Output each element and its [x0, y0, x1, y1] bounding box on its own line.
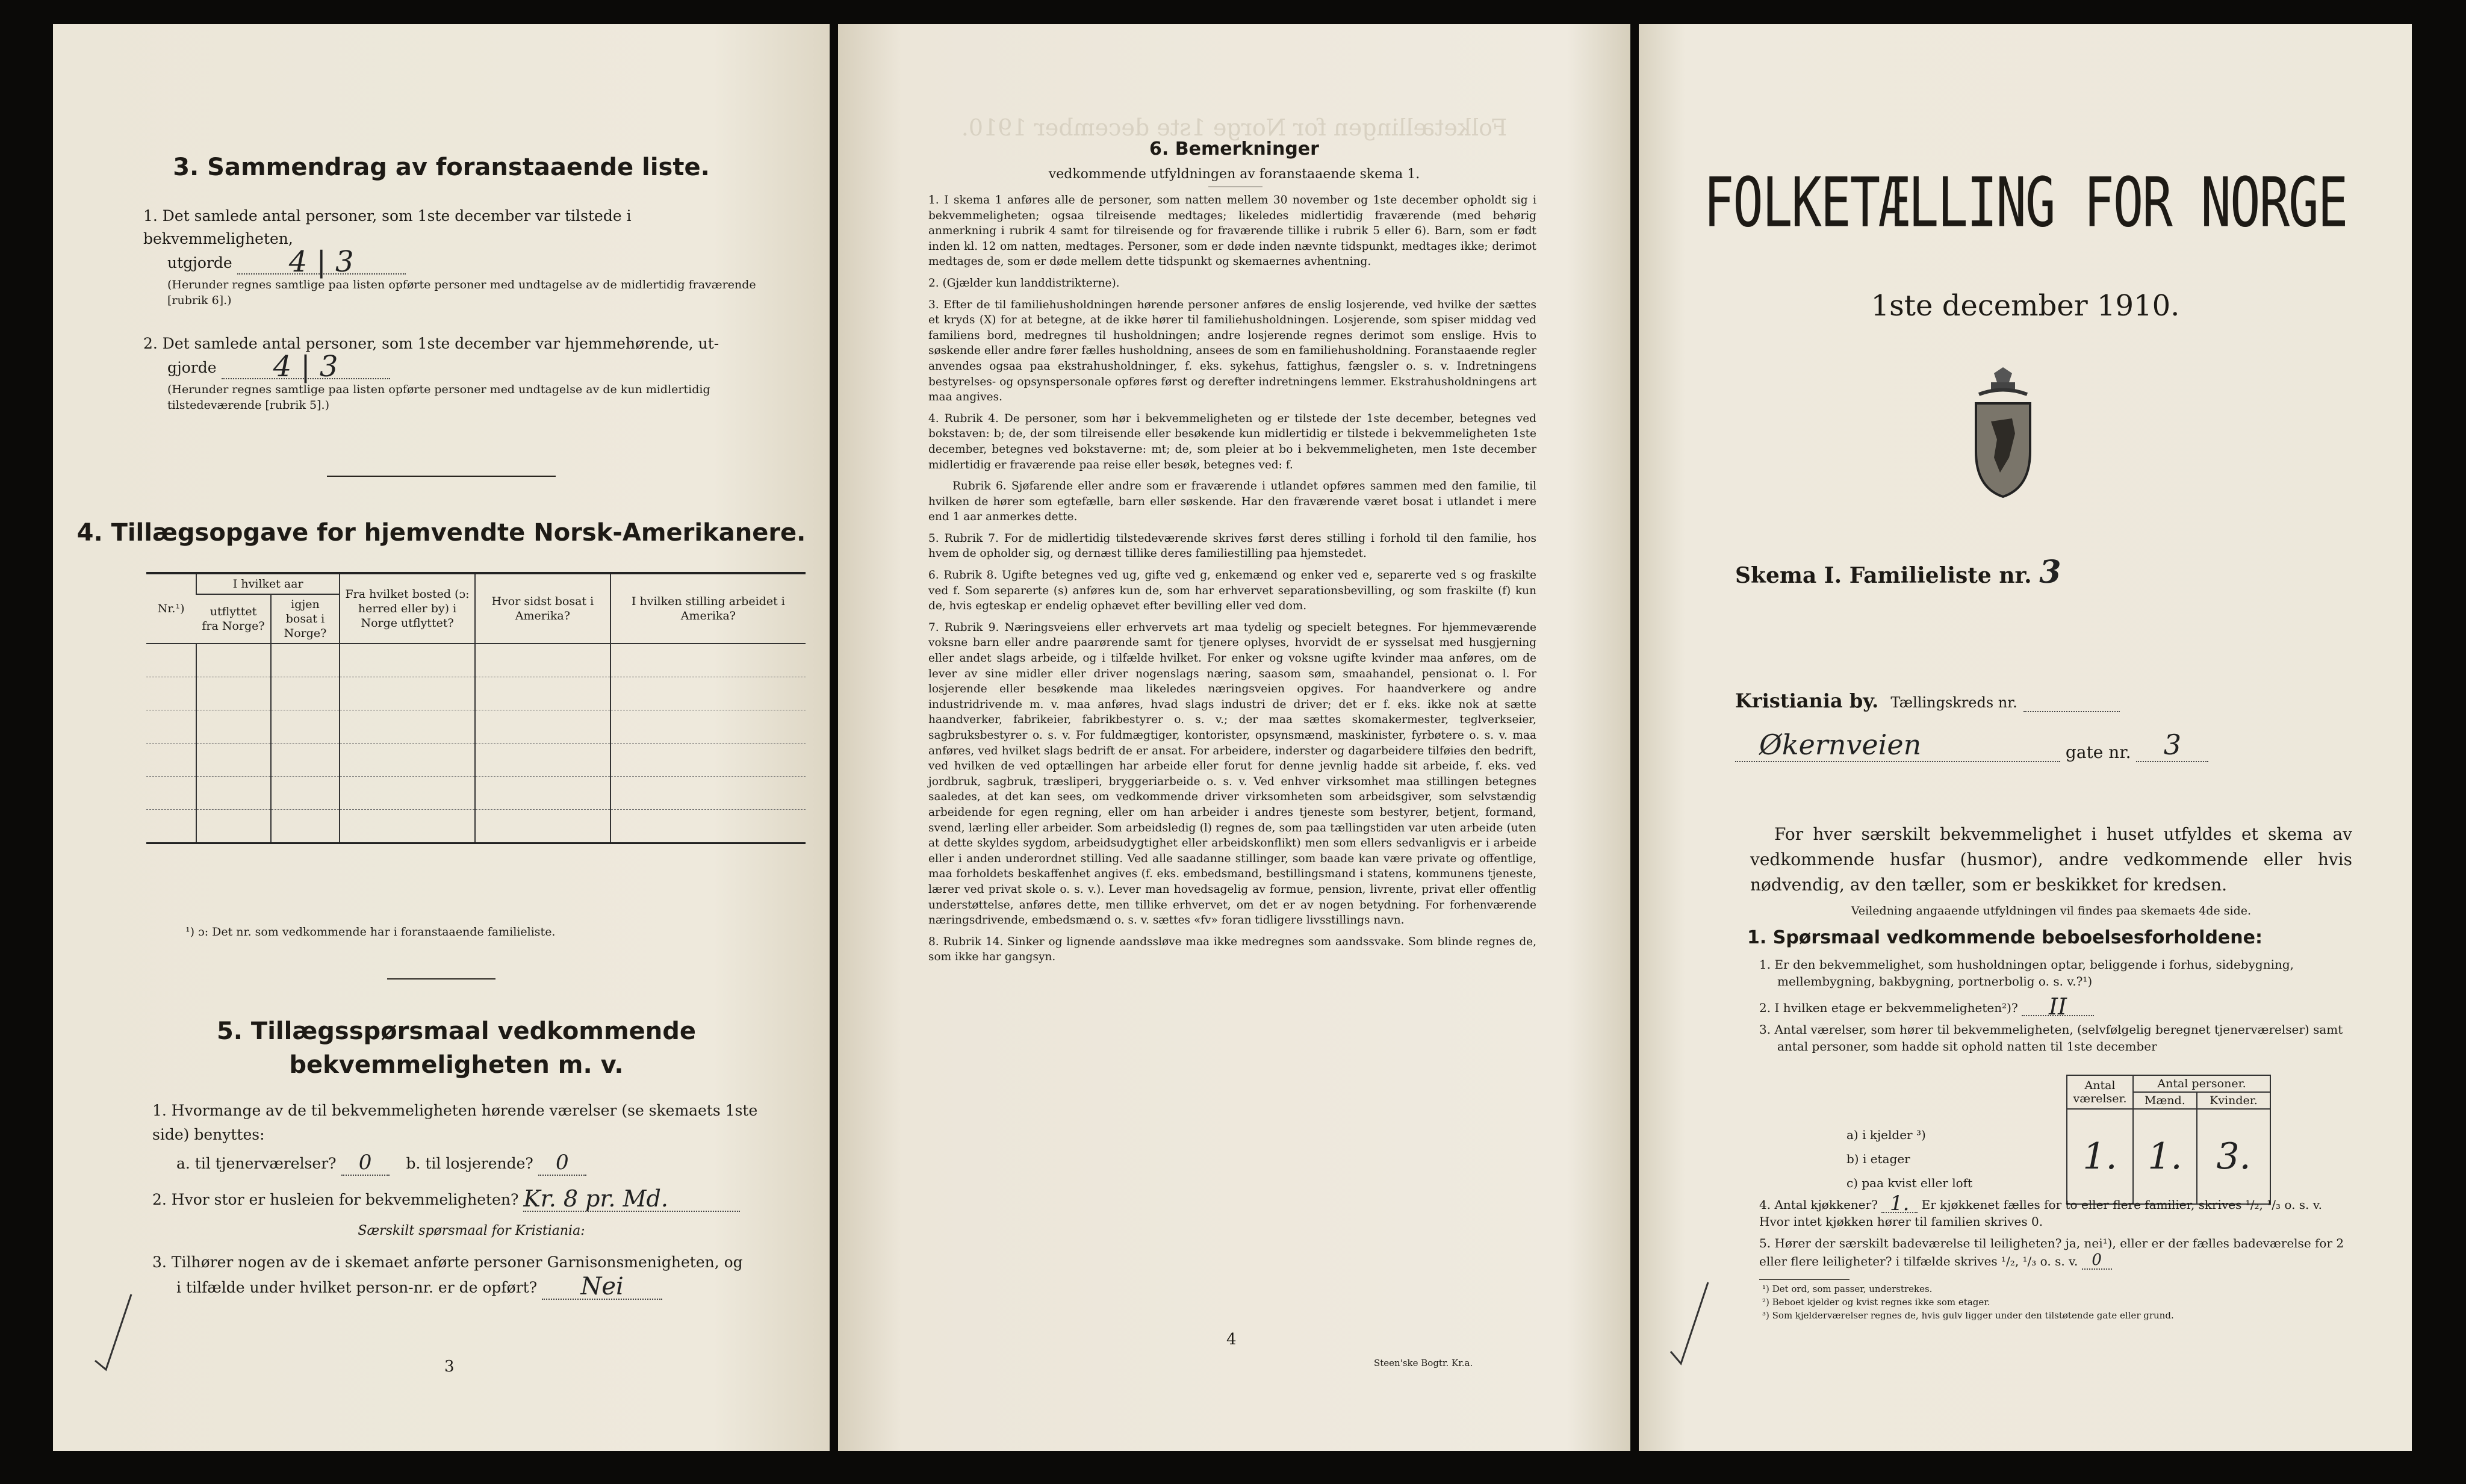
col-maend: Mænd. — [2133, 1092, 2197, 1109]
divider — [1759, 1279, 1850, 1280]
q5-1b-label: b. til losjerende? — [406, 1155, 533, 1172]
col-nr: Nr.¹) — [146, 573, 196, 644]
heading-norsk-amerikanere: 4. Tillægsopgave for hjemvendte Norsk-Amerikanere. — [76, 519, 806, 547]
col-kvinder: Kvinder. — [2197, 1092, 2270, 1109]
gate-label: gate nr. — [2065, 742, 2131, 762]
summary-section — [143, 205, 781, 413]
table-row — [146, 644, 806, 677]
r5-text: 5. Hører der særskilt badeværelse til leiligheten? ja, nei¹), eller er der fælles badeværelse for 2 eller flere leiligheter? i tilfælde skrives ¹/₂, ¹/₃ o. s. v. — [1759, 1236, 2344, 1268]
q1-text: 1. Det samlede antal personer, som 1ste december var tilstede i bekvemmeligheten, — [143, 207, 632, 247]
census-page-3 — [53, 24, 830, 1451]
q1-prefix: utgjorde — [167, 254, 232, 272]
col-stilling: I hvilken stilling arbeidet i Amerika? — [610, 573, 806, 644]
printer-mark: Steen'ske Bogtr. Kr.a. — [1374, 1358, 1473, 1368]
table-row — [146, 777, 806, 810]
table-row — [146, 710, 806, 744]
footnote-2: ²) Beboet kjelder og kvist regnes ikke som etager. — [1762, 1297, 1990, 1308]
r5-answer-field[interactable]: 0 — [2082, 1252, 2112, 1270]
census-date: 1ste december 1910. — [1871, 289, 2180, 323]
cell-maend-etager[interactable]: 1. — [2133, 1135, 2197, 1178]
q5-2-field[interactable]: Kr. 8 pr. Md. — [523, 1187, 740, 1212]
norsk-amerikanere-table — [146, 572, 806, 844]
remark-paragraph: Rubrik 6. Sjøfarende eller andre som er fraværende i utlandet opføres sammen med den familie, til hvilken de hører som egtefælle, barn eller søskende. Har den fraværende været bosat i utlandet i mere end 1 aar anmerkes dette. — [928, 480, 1536, 524]
q5-1b-field[interactable]: 0 — [538, 1150, 586, 1176]
divider — [387, 978, 495, 980]
remark-paragraph: 3. Efter de til familiehusholdningen hørende personer anføres de enslig losjerende, ved hvilke der sættes et kryds (X) for at betegne, at de ikke hører til familiehusholdningen. Losjerende, som spiser middag ved familiens bord, medregnes til husholdningen; andre losjerende regnes derimot som enslige. Hvis to søskende eller andre fører fælles husholdning, ansees de som en familiehusholdning. Foranstaaende regler anvendes ogsaa paa ekstrahusholdninger, f. eks. sykehus, fattighus, fængsler o. s. v. Indretningens bestyrelses- og opsynspersonale opføres først og derefter indretningens lemmer. Ekstrahusholdningens art maa angives. — [928, 298, 1536, 404]
footnote-3: ³) Som kjelderværelser regnes de, hvis gulv ligger under den tilstøtende gate eller grund. — [1762, 1310, 2174, 1321]
remark-paragraph: 2. (Gjælder kun landdistrikterne). — [928, 276, 1120, 290]
gate-nr-field[interactable]: 3 — [2136, 728, 2208, 762]
table-row — [146, 810, 806, 843]
q5-1a-field[interactable]: 0 — [341, 1150, 390, 1176]
heading-bekvemmelighet: 5. Tillægsspørsmaal vedkommende bekvemmeligheten m. v. — [216, 1017, 697, 1079]
remark-paragraph: 7. Rubrik 9. Næringsveiens eller erhvervets art maa tydelig og specielt betegnes. For hjemmeværende voksne barn eller andre paarørende samt for tjenere oplyses, hvorvidt de er sysselsat med husgjerning eller andet slags arbeide, og i tilfælde hvilket. For enker og voksne ugifte kvinder maa anføres, om de lever av sine midler eller driver nogenslags næring, saasom søm, smaahandel, pensionat o. l. For losjerende eller besøkende maa likeledes næringsveien opgives. For haandverkere og andre industridrivende m. v. maa anføres, hvad slags industri de driver; det er f. eks. ikke nok at sætte haandverker, fabrikeier, fabrikbestyrer o. s. v.; der maa sættes skomakermester, teglverkseier, sagbruksbestyrer o. s. v. For fuldmægtiger, kontorister, opsynsmænd, maskinister, fyrbøtere o. s. v. maa anføres, ved hvilket slags bedrift de er ansat. For arbeidere, inderster og dagarbeidere tilføies den bedrift, ved hvilken de ved optællingen har arbeide eller forut for denne jevnlig hadde sit arbeide, f. eks. ved jordbruk, sagbruk, træsliperi, bryggeriarbeide o. s. v. Ved enhver virksomhet maa stillingen betegnes saaledes, at det kan sees, om vedkommende driver virksomheten som arbeidsgiver, som selvstændig arbeidende for egen regning, eller om han arbeider i andres tjeneste som bestyrer, betjent, formand, svend, lærling eller arbeider. Som arbeidsledig (l) regnes de, som paa tællingstiden var uten arbeide (uten at dette skyldes sygdom, arbeidsudygtighet eller arbeidskonflikt) men som ellers sedvanligvis er i arbeide eller i anden underordnet stilling. Ved alle saadanne stillinger, som baade kan være private og offentlige, maa forholdets beskaffenhet angives (f. eks. embedsmand, bestillingsmand i statens, kommunens tjeneste, lærer ved privat skole o. s. v.). Lever man hovedsagelig av formue, pension, livrente, privat eller offentlig understøttelse, anføres dette, men tillike erhvervet, om det er av nogen betydning. For forhenværende næringsdrivende, embedsmænd o. s. v. sættes «fv» foran tidligere livsstillings navn. — [928, 621, 1536, 927]
section1-heading: 1. Spørsmaal vedkommende beboelsesforholdene: — [1747, 927, 2263, 948]
table-row — [146, 677, 806, 710]
kreds-label: Tællingskreds nr. — [1890, 694, 2017, 711]
table-row — [2067, 1135, 2270, 1178]
q1-note: (Herunder regnes samtlige paa listen opførte personer med undtagelse av de midlertidig fraværende [rubrik 6].) — [167, 278, 756, 307]
r4-rest: Er kjøkkenet fælles for to eller flere familier, skrives ¹/₂, ¹/₃ o. s. v. Hvor intet kjøkken hører til familien skrives 0. — [1759, 1197, 2323, 1229]
q5-1-text: 1. Hvormange av de til bekvemmeligheten hørende værelser (se skemaets 1ste side) benyttes: — [152, 1102, 758, 1143]
col-bosted: Fra hvilket bosted (ɔ: herred eller by) i Norge utflyttet? — [340, 573, 475, 644]
kristiania-subheading: Særskilt spørsmaal for Kristiania: — [358, 1223, 585, 1238]
city-label: Kristiania by. — [1735, 689, 1879, 712]
bleed-through-text: Folketællingen for Norge 1ste december 1910. — [961, 114, 1508, 141]
col-amerika: Hvor sidst bosat i Amerika? — [475, 573, 610, 644]
q5-2-label: 2. Hvor stor er husleien for bekvemmeligheten? — [152, 1191, 519, 1208]
page-number: 4 — [1226, 1330, 1237, 1349]
heading-summary: 3. Sammendrag av foranstaaende liste. — [173, 154, 710, 181]
cell[interactable] — [2197, 1109, 2270, 1135]
census-page-1 — [1639, 24, 2412, 1451]
census-page-4 — [838, 24, 1630, 1451]
table-row — [2067, 1109, 2270, 1135]
q5-1a-label: a. til tjenerværelser? — [176, 1155, 337, 1172]
subheading-bemerkninger: vedkommende utfyldningen av foranstaaende skema 1. — [1048, 167, 1420, 182]
page-number: 3 — [444, 1358, 455, 1376]
col-utflyttet: utflyttet fra Norge? — [196, 594, 270, 644]
r1-text: 1. Er den bekvemmelighet, som husholdningen optar, beliggende i forhus, sidebygning, mellembygning, bakbygning, portnerbolig o. s. v.?¹) — [1759, 957, 2294, 989]
divider — [327, 476, 556, 477]
r4-answer-field[interactable]: 1. — [1881, 1195, 1918, 1213]
schema-line — [1735, 554, 2061, 591]
cell[interactable] — [2067, 1109, 2133, 1135]
questions-block — [1759, 956, 2349, 1055]
footnotes — [1762, 1282, 2174, 1322]
street-field[interactable]: Økernveien — [1735, 728, 2060, 762]
schema-nr-field[interactable]: 3 — [2039, 554, 2061, 591]
questions-block-2 — [1759, 1191, 2349, 1270]
q5-3-field[interactable]: Nei — [542, 1274, 662, 1300]
row-c-label: c) paa kvist eller loft — [1846, 1176, 1973, 1190]
room-person-table — [2066, 1075, 2271, 1205]
check-mark-icon — [1666, 1276, 1714, 1367]
remark-paragraph: 1. I skema 1 anføres alle de personer, som natten mellem 30 november og 1ste december opholdt sig i bekvemmeligheten; ogsaa tilreisende medtages; likeledes midlertidig fraværende (med behørig anmerkning i rubrik 4 samt for tilreisende og for fraværende tillike i rubrik 5 eller 6). Barn, som er født inden kl. 12 om natten, medtages. Personer, som er døde inden nævnte tidspunkt, medtages ikke; derimot medtages de, som er døde mellem dette tidspunkt og skemaernes avhentning. — [928, 194, 1536, 269]
row-labels — [1846, 1123, 1972, 1195]
coat-of-arms-icon — [1967, 367, 2039, 500]
remark-paragraph: 8. Rubrik 14. Sinker og lignende aandssløve maa ikke medregnes som aandssvake. Som blinde regnes de, som ikke har gangsyn. — [928, 935, 1536, 964]
cell[interactable] — [2133, 1109, 2197, 1135]
table-footnote: ¹) ɔ: Det nr. som vedkommende har i foranstaaende familieliste. — [185, 925, 556, 939]
r4-text: 4. Antal kjøkkener? — [1759, 1197, 1878, 1212]
r3-text: 3. Antal værelser, som hører til bekvemmeligheten, (selvfølgelig beregnet tjenerværelser) samt antal personer, som hadde sit ophold natten til 1ste december — [1759, 1022, 2343, 1054]
heading-bemerkninger: 6. Bemerkninger — [1149, 138, 1319, 160]
footnote-1: ¹) Det ord, som passer, understrekes. — [1762, 1284, 1933, 1294]
q2-prefix: gjorde — [167, 359, 217, 376]
col-personer: Antal personer. — [2133, 1075, 2270, 1092]
guide-text: Veiledning angaaende utfyldningen vil findes paa skemaets 4de side. — [1851, 904, 2252, 917]
row-b-label: b) i etager — [1846, 1152, 1910, 1166]
q2-answer-field[interactable]: 4 | 3 — [222, 355, 390, 379]
table-row — [146, 744, 806, 777]
kreds-field[interactable] — [2023, 711, 2120, 712]
remark-paragraph: 5. Rubrik 7. For de midlertidig tilstedeværende skrives først deres stilling i forhold til den familie, hos hvem de opholder sig, og dernæst tillike deres familiestilling paa hjemstedet. — [928, 532, 1536, 560]
col-vaerelser: Antal værelser. — [2067, 1075, 2133, 1109]
cell-kvinder-etager[interactable]: 3. — [2197, 1135, 2270, 1178]
intro-text: For hver særskilt bekvemmelighet i huset utfyldes et skema av vedkommende husfar (husmor), andre vedkommende eller hvis nødvendig, av den tæller, som er beskikket for kredsen. — [1750, 824, 2352, 895]
cell-vaerelser-etager[interactable]: 1. — [2067, 1135, 2133, 1178]
q5-3-label: i tilfælde under hvilket person-nr. er de opført? — [176, 1279, 538, 1296]
check-mark-icon — [89, 1288, 137, 1373]
r2-text: 2. I hvilken etage er bekvemmeligheten²)? — [1759, 1001, 2018, 1015]
col-group-year: I hvilket aar — [196, 573, 340, 594]
schema-label: Skema I. Familieliste nr. — [1735, 563, 2032, 588]
q2-note: (Herunder regnes samtlige paa listen opførte personer med undtagelse av de kun midlertidig tilstedeværende [rubrik 5].) — [167, 383, 710, 412]
q2-text: 2. Det samlede antal personer, som 1ste december var hjemmehørende, ut- — [143, 335, 719, 352]
kristiania-line — [1735, 689, 2120, 712]
bekvemmelighet-section — [152, 1099, 790, 1300]
street-line — [1735, 728, 2208, 762]
q5-3-text: 3. Tilhører nogen av de i skemaet anførte personer Garnisonsmenigheten, og — [152, 1253, 743, 1271]
main-title: FOLKETÆLLING FOR NORGE — [1703, 163, 2347, 243]
q1-answer-field[interactable]: 4 | 3 — [237, 250, 406, 275]
r2-answer-field[interactable]: II — [2022, 998, 2094, 1016]
row-a-label: a) i kjelder ³) — [1846, 1128, 1926, 1142]
remark-paragraph: 4. Rubrik 4. De personer, som hør i bekvemmeligheten og er tilstede der 1ste december, betegnes ved bokstaven: b; de, der som tilreisende eller besøkende kun midlertidig er tilstede i bekvemmeligheten 1ste december, betegnes ved bokstaverne: mt; de, som pleier at bo i bekvemmeligheten, men 1ste december midlertidig er fraværende paa reise eller besøk, betegnes ved: f. — [928, 412, 1536, 471]
remark-paragraph: 6. Rubrik 8. Ugifte betegnes ved ug, gifte ved g, enkemænd og enker ved e, separerte ved s og fraskilte ved f. Som separerte (s) anføres kun de, som har erhvervet separationsbevilling, og som fraskilte (f) kun de, hvis egteskap er endelig ophævet efter bevilling eller ved dom. — [928, 569, 1536, 613]
col-igjen: igjen bosat i Norge? — [271, 594, 340, 644]
remarks-body — [928, 193, 1536, 971]
